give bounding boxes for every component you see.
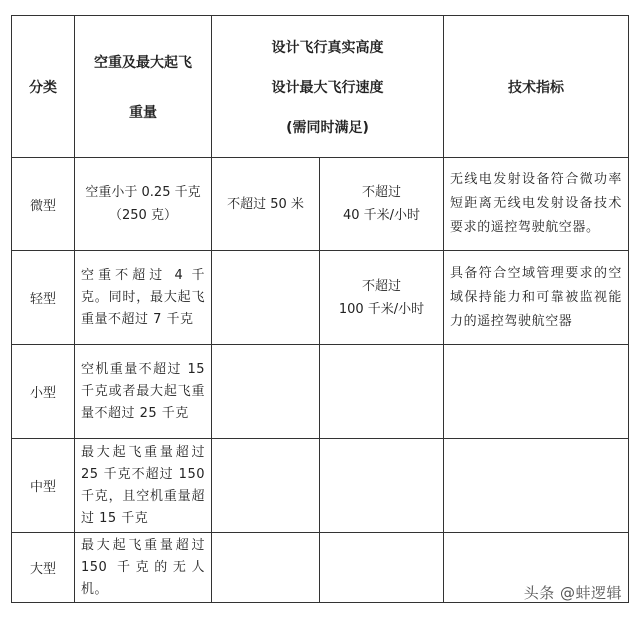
tech-cell [444, 439, 629, 533]
header-category: 分类 [12, 16, 75, 158]
header-tech: 技术指标 [444, 16, 629, 158]
category-cell: 中型 [12, 439, 75, 533]
category-cell: 轻型 [12, 251, 75, 345]
header-design-line3: (需同时满足) [286, 119, 369, 136]
speed-line2: 100 千米/小时 [338, 301, 425, 317]
category-cell: 微型 [12, 158, 75, 251]
speed-cell [320, 345, 444, 439]
tech-cell [444, 345, 629, 439]
watermark: 头条 @蚌逻辑 [523, 584, 622, 602]
header-weight-line1: 空重及最大起飞 [94, 54, 192, 71]
altitude-cell [212, 439, 320, 533]
speed-cell [320, 439, 444, 533]
speed-line1: 不超过 [361, 278, 401, 294]
category-cell: 小型 [12, 345, 75, 439]
weight-cell: 空重不超过 4 千克。同时，最大起飞重量不超过 7 千克 [75, 251, 212, 345]
weight-cell: 空机重量不超过 15 千克或者最大起飞重量不超过 25 千克 [75, 345, 212, 439]
table-header-row [12, 16, 629, 158]
tech-cell: 无线电发射设备符合微功率短距离无线电发射设备技术要求的遥控驾驶航空器。 [444, 158, 629, 251]
weight-cell: 最大起飞重量超过 25 千克不超过 150 千克，且空机重量超过 15 千克 [75, 439, 212, 533]
speed-cell [320, 158, 444, 251]
altitude-cell [212, 251, 320, 345]
tech-cell: 具备符合空域管理要求的空域保持能力和可靠被监视能力的遥控驾驶航空器 [444, 251, 629, 345]
altitude-cell: 不超过 50 米 [212, 158, 320, 251]
speed-line1: 不超过 [361, 185, 401, 200]
header-weight [75, 16, 212, 158]
speed-cell [320, 251, 444, 345]
header-design-line2: 设计最大飞行速度 [271, 79, 384, 96]
drone-classification-table [11, 15, 629, 603]
weight-cell: 空重小于 0.25 千克（250 克） [75, 158, 212, 251]
table-row-medium [12, 439, 629, 533]
header-weight-line2: 重量 [129, 104, 157, 121]
table-row-small [12, 345, 629, 439]
altitude-cell [212, 345, 320, 439]
category-cell: 大型 [12, 533, 75, 603]
header-design-line1: 设计飞行真实高度 [271, 39, 384, 56]
speed-line2: 40 千米/小时 [342, 208, 421, 223]
table-row-micro [12, 158, 629, 251]
altitude-cell [212, 533, 320, 603]
table-row-light [12, 251, 629, 345]
speed-cell [320, 533, 444, 603]
weight-cell: 最大起飞重量超过 150 千克的无人机。 [75, 533, 212, 603]
header-design [212, 16, 444, 158]
